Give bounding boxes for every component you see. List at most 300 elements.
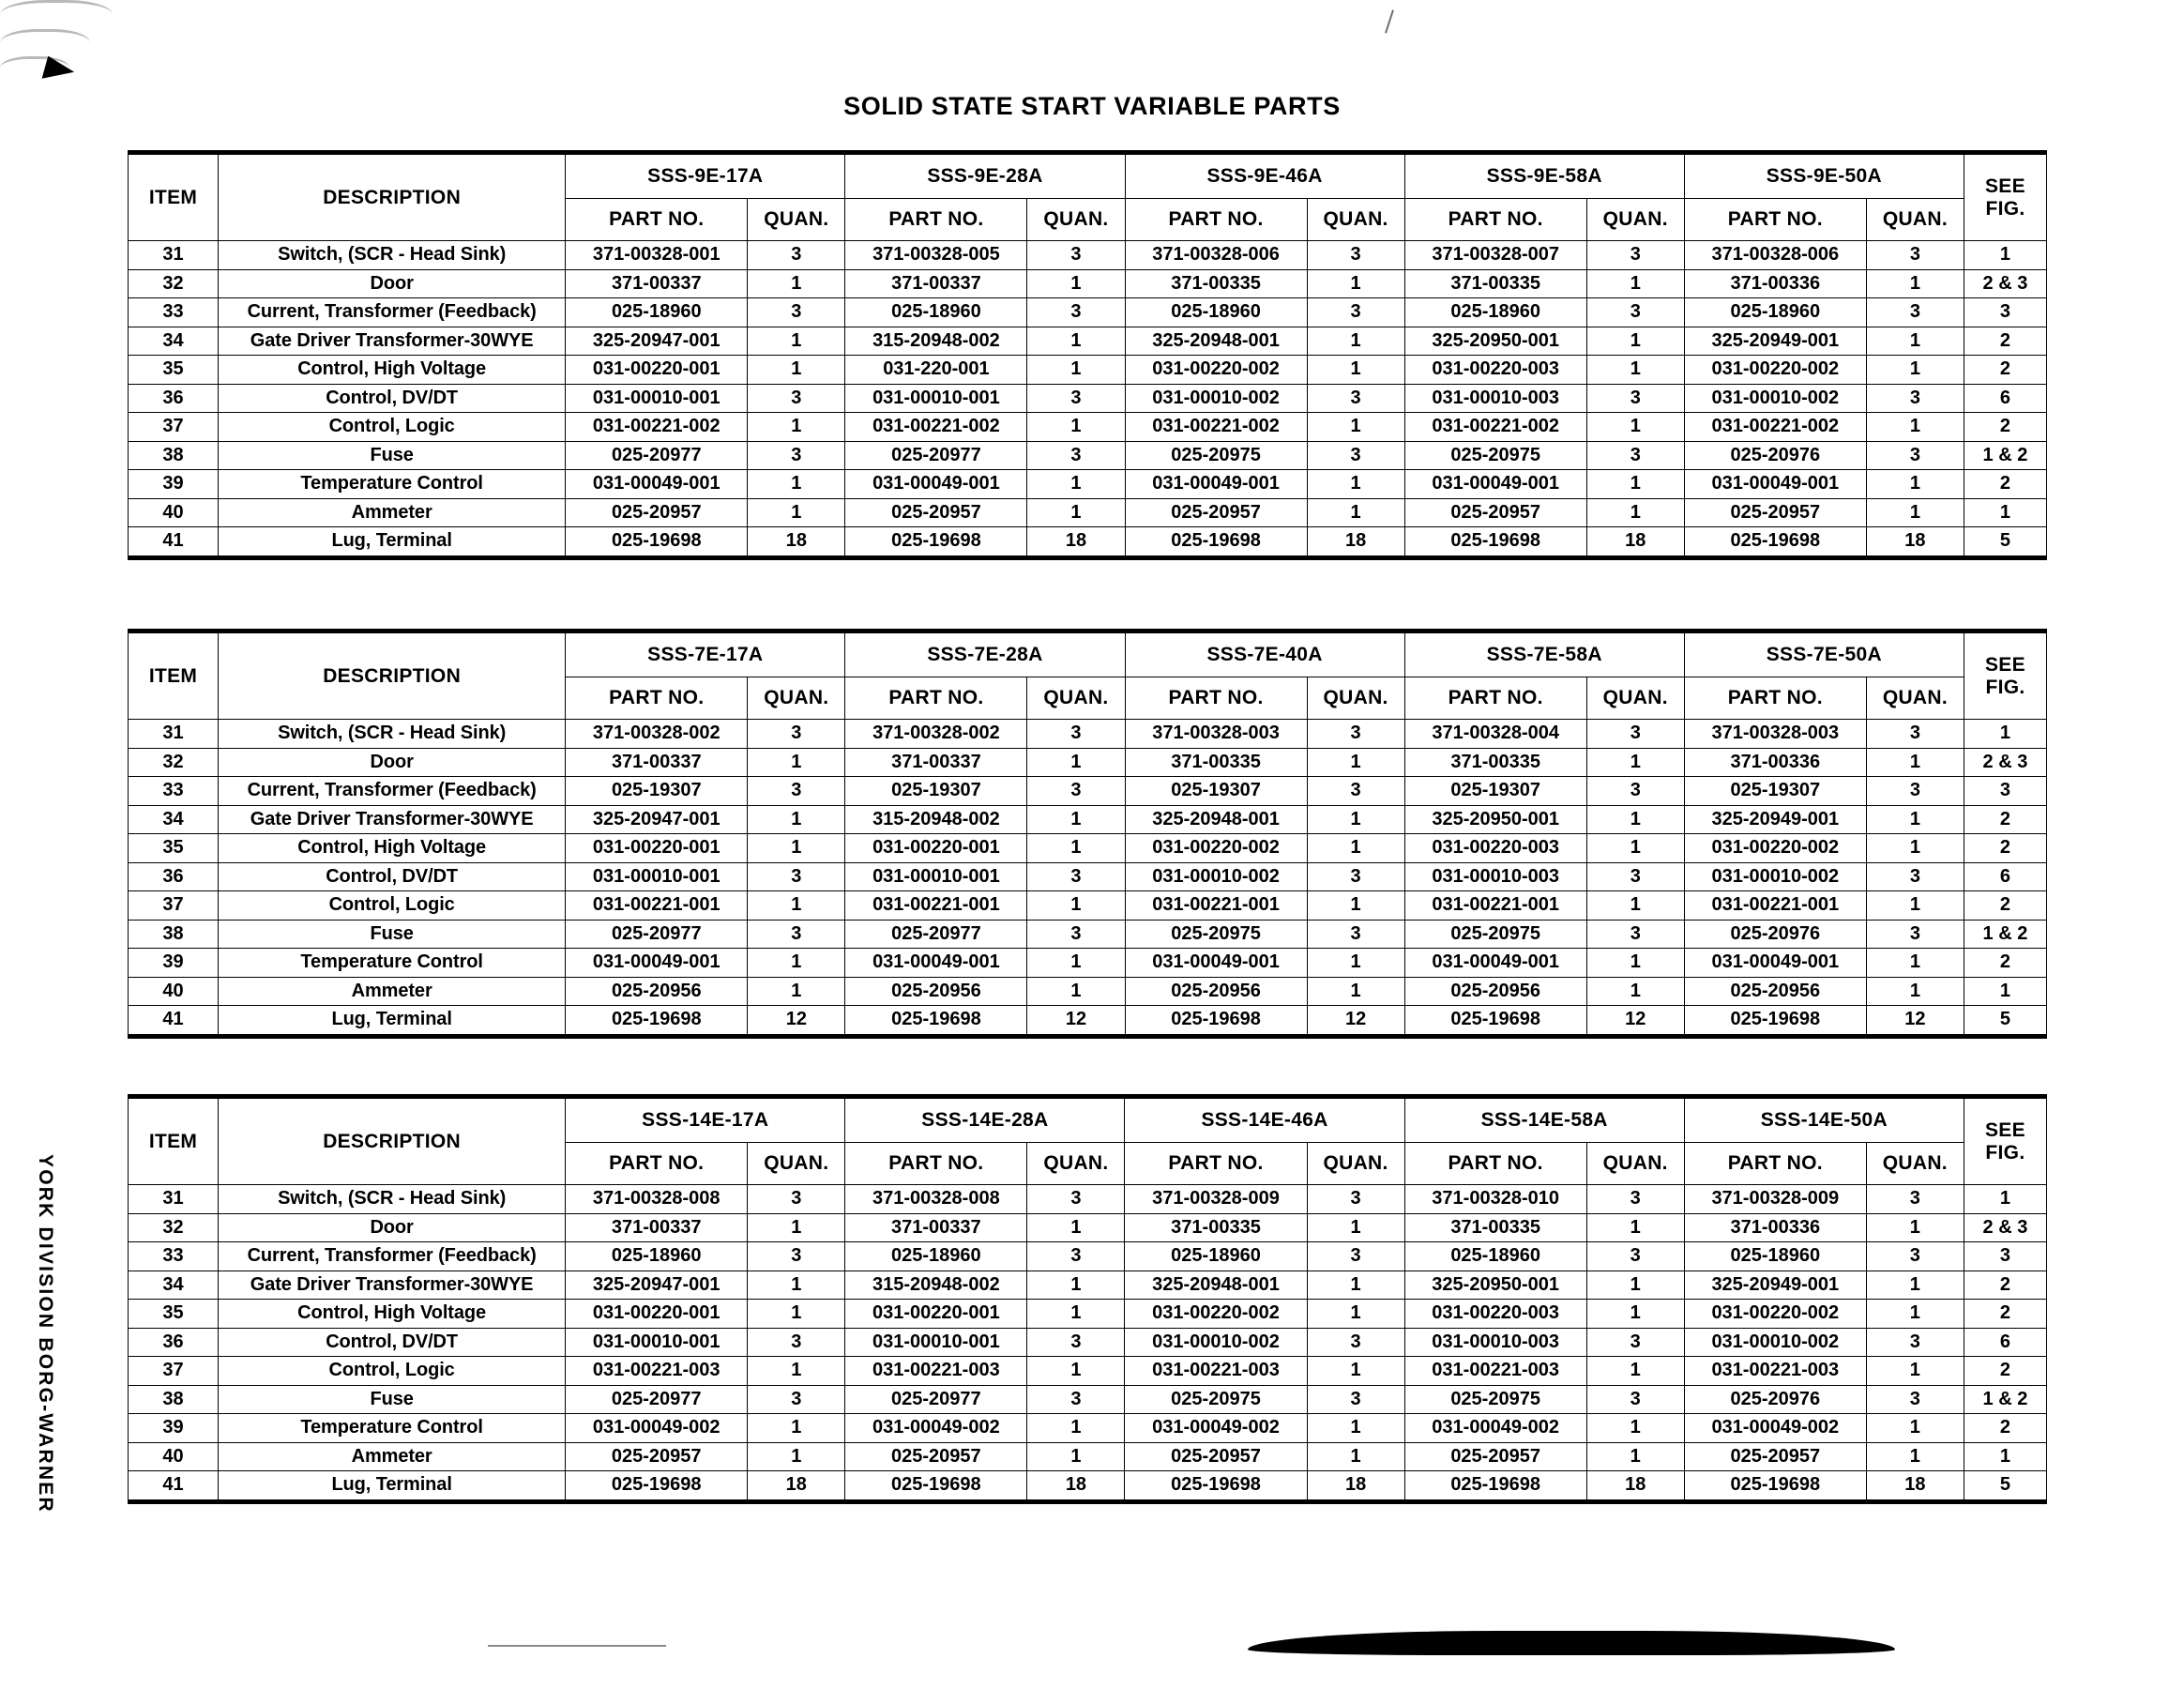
column-header-model: SSS-7E-40A <box>1125 631 1404 677</box>
cell-part-number: 025-19698 <box>1404 527 1586 558</box>
cell-see-fig: 6 <box>1964 862 2046 891</box>
cell-item-number: 33 <box>129 1242 219 1271</box>
cell-part-number: 025-19698 <box>1125 1471 1307 1502</box>
cell-part-number: 371-00328-009 <box>1684 1185 1866 1214</box>
cell-quantity: 1 <box>1586 977 1684 1006</box>
cell-item-number: 31 <box>129 720 219 749</box>
cell-quantity: 18 <box>1586 1471 1684 1502</box>
cell-part-number: 025-20977 <box>566 920 748 949</box>
cell-description: Control, DV/DT <box>219 862 566 891</box>
cell-part-number: 031-00220-002 <box>1684 834 1866 863</box>
cell-item-number: 32 <box>129 269 219 298</box>
cell-quantity: 1 <box>1307 327 1404 356</box>
cell-part-number: 025-20957 <box>1404 1442 1586 1471</box>
cell-quantity: 18 <box>1027 1471 1125 1502</box>
cell-quantity: 1 <box>1866 356 1964 385</box>
column-header-quan: QUAN. <box>1866 199 1964 241</box>
cell-part-number: 025-20957 <box>1684 498 1866 527</box>
cell-part-number: 025-18960 <box>1125 1242 1307 1271</box>
cell-item-number: 32 <box>129 1213 219 1242</box>
cell-quantity: 1 <box>1586 805 1684 834</box>
table-row <box>129 1471 2047 1502</box>
cell-item-number: 33 <box>129 777 219 806</box>
column-header-part-no: PART NO. <box>566 677 748 720</box>
cell-quantity: 1 <box>1027 327 1125 356</box>
cell-quantity: 3 <box>1586 720 1684 749</box>
cell-part-number: 025-18960 <box>1684 298 1866 327</box>
cell-quantity: 1 <box>1586 1414 1684 1443</box>
cell-quantity: 3 <box>1307 1185 1404 1214</box>
cell-quantity: 1 <box>1866 470 1964 499</box>
column-header-model: SSS-14E-17A <box>566 1097 845 1143</box>
cell-part-number: 371-00337 <box>566 269 748 298</box>
table-row <box>129 748 2047 777</box>
cell-description: Ammeter <box>219 977 566 1006</box>
cell-part-number: 031-220-001 <box>845 356 1027 385</box>
cell-part-number: 371-00328-004 <box>1404 720 1586 749</box>
cell-part-number: 371-00328-002 <box>845 720 1027 749</box>
cell-quantity: 1 <box>1866 1213 1964 1242</box>
column-header-model: SSS-9E-46A <box>1125 153 1404 199</box>
corner-arrow-icon: ▶ <box>41 50 78 86</box>
column-header-part-no: PART NO. <box>845 677 1027 720</box>
cell-item-number: 40 <box>129 977 219 1006</box>
cell-part-number: 031-00010-002 <box>1125 862 1307 891</box>
cell-part-number: 025-19307 <box>566 777 748 806</box>
cell-part-number: 325-20950-001 <box>1404 327 1586 356</box>
cell-quantity: 1 <box>748 1271 845 1300</box>
cell-part-number: 371-00335 <box>1125 1213 1307 1242</box>
cell-part-number: 025-20956 <box>566 977 748 1006</box>
cell-see-fig: 2 <box>1964 1357 2046 1386</box>
cell-part-number: 031-00220-001 <box>845 1300 1027 1329</box>
cell-part-number: 025-19698 <box>845 1471 1027 1502</box>
cell-part-number: 031-00049-002 <box>1684 1414 1866 1443</box>
cell-part-number: 031-00221-001 <box>1404 891 1586 921</box>
cell-part-number: 031-00220-002 <box>1684 356 1866 385</box>
cell-quantity: 1 <box>1586 356 1684 385</box>
table-row <box>129 241 2047 270</box>
cell-part-number: 031-00049-002 <box>1125 1414 1307 1443</box>
cell-part-number: 371-00328-008 <box>845 1185 1027 1214</box>
cell-quantity: 3 <box>748 241 845 270</box>
cell-quantity: 1 <box>1027 1300 1125 1329</box>
cell-part-number: 031-00220-001 <box>566 1300 748 1329</box>
cell-quantity: 3 <box>1586 920 1684 949</box>
cell-quantity: 3 <box>1307 862 1404 891</box>
cell-description: Temperature Control <box>219 1414 566 1443</box>
cell-quantity: 1 <box>1307 748 1404 777</box>
cell-part-number: 031-00010-003 <box>1404 862 1586 891</box>
column-header-part-no: PART NO. <box>1125 199 1307 241</box>
table-row <box>129 470 2047 499</box>
cell-part-number: 031-00221-002 <box>566 413 748 442</box>
cell-part-number: 325-20949-001 <box>1684 1271 1866 1300</box>
table-row <box>129 327 2047 356</box>
cell-see-fig: 5 <box>1964 527 2046 558</box>
cell-part-number: 025-20975 <box>1404 920 1586 949</box>
table-row <box>129 441 2047 470</box>
cell-item-number: 41 <box>129 1006 219 1037</box>
cell-quantity: 1 <box>748 1414 845 1443</box>
cell-see-fig: 1 & 2 <box>1964 441 2046 470</box>
cell-part-number: 031-00049-002 <box>566 1414 748 1443</box>
cell-quantity: 1 <box>1586 1357 1684 1386</box>
cell-part-number: 025-20957 <box>566 498 748 527</box>
cell-quantity: 18 <box>1307 527 1404 558</box>
cell-part-number: 325-20948-001 <box>1125 1271 1307 1300</box>
cell-part-number: 031-00010-002 <box>1684 1328 1866 1357</box>
cell-part-number: 031-00010-001 <box>566 384 748 413</box>
cell-quantity: 1 <box>1027 834 1125 863</box>
cell-part-number: 025-20957 <box>1125 498 1307 527</box>
cell-item-number: 38 <box>129 441 219 470</box>
cell-item-number: 36 <box>129 862 219 891</box>
column-header-model: SSS-14E-28A <box>845 1097 1125 1143</box>
cell-quantity: 1 <box>1586 327 1684 356</box>
cell-item-number: 34 <box>129 327 219 356</box>
cell-quantity: 1 <box>1586 949 1684 978</box>
cell-description: Control, Logic <box>219 1357 566 1386</box>
page-title: SOLID STATE START VARIABLE PARTS <box>843 92 1341 120</box>
cell-part-number: 371-00328-005 <box>845 241 1027 270</box>
cell-quantity: 3 <box>1307 1385 1404 1414</box>
cell-quantity: 3 <box>1027 1242 1125 1271</box>
cell-description: Lug, Terminal <box>219 1471 566 1502</box>
cell-quantity: 3 <box>1307 720 1404 749</box>
cell-part-number: 371-00328-008 <box>566 1185 748 1214</box>
table-row <box>129 1328 2047 1357</box>
cell-part-number: 031-00221-001 <box>566 891 748 921</box>
cell-part-number: 025-19698 <box>1125 1006 1307 1037</box>
cell-part-number: 025-19698 <box>1404 1006 1586 1037</box>
cell-description: Control, DV/DT <box>219 384 566 413</box>
cell-description: Fuse <box>219 1385 566 1414</box>
cell-description: Temperature Control <box>219 949 566 978</box>
column-header-model: SSS-9E-28A <box>845 153 1125 199</box>
cell-part-number: 025-20975 <box>1404 441 1586 470</box>
cell-see-fig: 2 <box>1964 805 2046 834</box>
cell-part-number: 025-19307 <box>845 777 1027 806</box>
cell-quantity: 3 <box>748 441 845 470</box>
cell-quantity: 1 <box>748 269 845 298</box>
table-row <box>129 1300 2047 1329</box>
cell-quantity: 3 <box>748 1385 845 1414</box>
column-header-part-no: PART NO. <box>1684 199 1866 241</box>
cell-part-number: 031-00049-001 <box>1125 949 1307 978</box>
table-row <box>129 1242 2047 1271</box>
cell-item-number: 38 <box>129 920 219 949</box>
cell-part-number: 031-00010-001 <box>845 1328 1027 1357</box>
cell-part-number: 031-00010-001 <box>845 862 1027 891</box>
cell-quantity: 1 <box>1866 269 1964 298</box>
cell-part-number: 031-00049-001 <box>845 470 1027 499</box>
cell-quantity: 1 <box>748 949 845 978</box>
cell-quantity: 3 <box>1027 1328 1125 1357</box>
cell-quantity: 1 <box>1027 356 1125 385</box>
cell-part-number: 371-00337 <box>845 748 1027 777</box>
cell-part-number: 025-20975 <box>1125 920 1307 949</box>
cell-quantity: 1 <box>1586 498 1684 527</box>
cell-item-number: 31 <box>129 1185 219 1214</box>
cell-description: Fuse <box>219 920 566 949</box>
cell-description: Control, DV/DT <box>219 1328 566 1357</box>
cell-description: Control, High Voltage <box>219 356 566 385</box>
cell-part-number: 025-20957 <box>1404 498 1586 527</box>
table-row <box>129 1006 2047 1037</box>
cell-description: Switch, (SCR - Head Sink) <box>219 1185 566 1214</box>
table-row <box>129 298 2047 327</box>
parts-table <box>128 629 2047 1039</box>
cell-quantity: 3 <box>748 777 845 806</box>
cell-part-number: 031-00010-002 <box>1125 1328 1307 1357</box>
cell-part-number: 031-00220-002 <box>1125 834 1307 863</box>
cell-quantity: 1 <box>1866 949 1964 978</box>
cell-part-number: 031-00010-002 <box>1125 384 1307 413</box>
column-header-see-fig: SEE FIG. <box>1964 1097 2046 1185</box>
cell-item-number: 41 <box>129 527 219 558</box>
cell-part-number: 025-20975 <box>1404 1385 1586 1414</box>
cell-quantity: 1 <box>1866 748 1964 777</box>
cell-see-fig: 2 & 3 <box>1964 1213 2046 1242</box>
cell-part-number: 031-00220-001 <box>845 834 1027 863</box>
table-header-models <box>129 1097 2047 1143</box>
cell-see-fig: 1 & 2 <box>1964 1385 2046 1414</box>
cell-quantity: 3 <box>1027 720 1125 749</box>
cell-quantity: 1 <box>1307 356 1404 385</box>
column-header-quan: QUAN. <box>748 677 845 720</box>
cell-quantity: 1 <box>1307 413 1404 442</box>
cell-quantity: 1 <box>1307 1213 1404 1242</box>
cell-see-fig: 2 <box>1964 834 2046 863</box>
cell-part-number: 325-20949-001 <box>1684 805 1866 834</box>
column-header-item: ITEM <box>129 631 219 720</box>
cell-part-number: 031-00220-001 <box>566 356 748 385</box>
cell-part-number: 025-19698 <box>845 1006 1027 1037</box>
column-header-part-no: PART NO. <box>1125 677 1307 720</box>
cell-description: Lug, Terminal <box>219 527 566 558</box>
column-header-part-no: PART NO. <box>1684 1143 1866 1185</box>
cell-part-number: 371-00328-001 <box>566 241 748 270</box>
cell-quantity: 1 <box>1307 834 1404 863</box>
cell-see-fig: 1 <box>1964 1185 2046 1214</box>
cell-see-fig: 6 <box>1964 1328 2046 1357</box>
cell-part-number: 031-00220-002 <box>1125 1300 1307 1329</box>
cell-description: Control, Logic <box>219 891 566 921</box>
cell-part-number: 031-00010-003 <box>1404 384 1586 413</box>
cell-part-number: 031-00010-001 <box>845 384 1027 413</box>
cell-quantity: 1 <box>1586 1442 1684 1471</box>
cell-quantity: 3 <box>1866 920 1964 949</box>
cell-see-fig: 2 & 3 <box>1964 748 2046 777</box>
table-row <box>129 805 2047 834</box>
cell-quantity: 1 <box>748 891 845 921</box>
cell-quantity: 1 <box>1027 413 1125 442</box>
cell-part-number: 371-00328-007 <box>1404 241 1586 270</box>
cell-quantity: 3 <box>1586 777 1684 806</box>
cell-quantity: 18 <box>1307 1471 1404 1502</box>
cell-part-number: 325-20947-001 <box>566 805 748 834</box>
cell-part-number: 025-18960 <box>845 298 1027 327</box>
cell-part-number: 031-00221-002 <box>845 413 1027 442</box>
cell-see-fig: 5 <box>1964 1471 2046 1502</box>
cell-part-number: 031-00221-001 <box>1125 891 1307 921</box>
cell-quantity: 3 <box>1307 777 1404 806</box>
cell-part-number: 031-00049-002 <box>1404 1414 1586 1443</box>
cell-description: Control, Logic <box>219 413 566 442</box>
cell-item-number: 35 <box>129 1300 219 1329</box>
cell-see-fig: 3 <box>1964 777 2046 806</box>
cell-see-fig: 5 <box>1964 1006 2046 1037</box>
cell-item-number: 39 <box>129 949 219 978</box>
cell-quantity: 3 <box>1307 920 1404 949</box>
cell-part-number: 031-00049-001 <box>1684 470 1866 499</box>
column-header-part-no: PART NO. <box>1404 677 1586 720</box>
cell-quantity: 1 <box>1866 1300 1964 1329</box>
parts-table-7e <box>128 629 2047 1039</box>
cell-item-number: 35 <box>129 356 219 385</box>
cell-part-number: 031-00221-003 <box>845 1357 1027 1386</box>
cell-see-fig: 2 <box>1964 1271 2046 1300</box>
cell-item-number: 40 <box>129 498 219 527</box>
cell-part-number: 031-00221-001 <box>1684 891 1866 921</box>
cell-part-number: 025-19307 <box>1404 777 1586 806</box>
cell-part-number: 025-20977 <box>845 920 1027 949</box>
cell-part-number: 371-00328-006 <box>1125 241 1307 270</box>
cell-quantity: 1 <box>1027 1271 1125 1300</box>
cell-quantity: 3 <box>1866 298 1964 327</box>
table-row <box>129 498 2047 527</box>
cell-quantity: 1 <box>1866 327 1964 356</box>
parts-table <box>128 150 2047 560</box>
column-header-model: SSS-14E-46A <box>1125 1097 1404 1143</box>
column-header-quan: QUAN. <box>1027 199 1125 241</box>
cell-quantity: 1 <box>748 470 845 499</box>
cell-quantity: 3 <box>1027 441 1125 470</box>
cell-quantity: 3 <box>1027 298 1125 327</box>
cell-quantity: 3 <box>1586 384 1684 413</box>
table-row <box>129 720 2047 749</box>
table-row <box>129 1385 2047 1414</box>
cell-part-number: 031-00049-001 <box>1125 470 1307 499</box>
cell-item-number: 37 <box>129 891 219 921</box>
cell-quantity: 3 <box>1307 1242 1404 1271</box>
column-header-quan: QUAN. <box>1307 1143 1404 1185</box>
cell-part-number: 025-19698 <box>566 527 748 558</box>
column-header-description: DESCRIPTION <box>219 1097 566 1185</box>
cell-quantity: 3 <box>748 298 845 327</box>
scan-artifact-tick <box>1385 9 1394 33</box>
cell-part-number: 025-20977 <box>566 441 748 470</box>
cell-quantity: 3 <box>1027 1185 1125 1214</box>
column-header-quan: QUAN. <box>1866 1143 1964 1185</box>
cell-part-number: 025-20957 <box>1684 1442 1866 1471</box>
cell-part-number: 371-00328-006 <box>1684 241 1866 270</box>
cell-see-fig: 2 <box>1964 1300 2046 1329</box>
cell-quantity: 3 <box>1586 1185 1684 1214</box>
cell-quantity: 1 <box>1307 977 1404 1006</box>
cell-quantity: 1 <box>1307 949 1404 978</box>
cell-item-number: 36 <box>129 1328 219 1357</box>
cell-quantity: 1 <box>1027 891 1125 921</box>
cell-see-fig: 2 <box>1964 949 2046 978</box>
cell-quantity: 3 <box>1866 1328 1964 1357</box>
table-row <box>129 269 2047 298</box>
cell-description: Lug, Terminal <box>219 1006 566 1037</box>
cell-quantity: 3 <box>1027 384 1125 413</box>
cell-item-number: 38 <box>129 1385 219 1414</box>
column-header-quan: QUAN. <box>1307 677 1404 720</box>
cell-part-number: 025-19698 <box>1684 1471 1866 1502</box>
cell-part-number: 031-00221-002 <box>1125 413 1307 442</box>
cell-part-number: 031-00220-003 <box>1404 356 1586 385</box>
column-header-model: SSS-9E-50A <box>1684 153 1964 199</box>
cell-quantity: 12 <box>1307 1006 1404 1037</box>
column-header-quan: QUAN. <box>1027 1143 1125 1185</box>
cell-quantity: 1 <box>1307 1414 1404 1443</box>
cell-quantity: 3 <box>1866 720 1964 749</box>
cell-part-number: 031-00221-002 <box>1684 413 1866 442</box>
cell-part-number: 031-00049-001 <box>845 949 1027 978</box>
cell-quantity: 1 <box>1307 1300 1404 1329</box>
cell-part-number: 371-00337 <box>566 1213 748 1242</box>
cell-quantity: 1 <box>1027 977 1125 1006</box>
cell-see-fig: 2 <box>1964 470 2046 499</box>
cell-quantity: 3 <box>1586 241 1684 270</box>
table-row <box>129 862 2047 891</box>
table-header-models <box>129 153 2047 199</box>
cell-quantity: 3 <box>748 1242 845 1271</box>
cell-quantity: 3 <box>1307 441 1404 470</box>
cell-quantity: 3 <box>1027 862 1125 891</box>
cell-description: Ammeter <box>219 1442 566 1471</box>
cell-quantity: 1 <box>1866 1442 1964 1471</box>
cell-quantity: 3 <box>748 1185 845 1214</box>
cell-quantity: 18 <box>1866 1471 1964 1502</box>
cell-part-number: 325-20948-001 <box>1125 327 1307 356</box>
column-header-model: SSS-7E-17A <box>566 631 845 677</box>
cell-part-number: 371-00335 <box>1404 1213 1586 1242</box>
cell-quantity: 3 <box>1866 241 1964 270</box>
column-header-quan: QUAN. <box>1586 199 1684 241</box>
cell-quantity: 1 <box>748 1357 845 1386</box>
column-header-part-no: PART NO. <box>1125 1143 1307 1185</box>
cell-quantity: 1 <box>1866 805 1964 834</box>
cell-quantity: 1 <box>1307 1442 1404 1471</box>
cell-quantity: 3 <box>1586 1385 1684 1414</box>
cell-quantity: 1 <box>1586 269 1684 298</box>
cell-quantity: 18 <box>1866 527 1964 558</box>
cell-part-number: 025-20956 <box>845 977 1027 1006</box>
table-row <box>129 1442 2047 1471</box>
column-header-quan: QUAN. <box>1586 1143 1684 1185</box>
cell-see-fig: 6 <box>1964 384 2046 413</box>
cell-quantity: 3 <box>1866 384 1964 413</box>
parts-table-14e <box>128 1094 2047 1504</box>
column-header-quan: QUAN. <box>1027 677 1125 720</box>
cell-quantity: 1 <box>1866 498 1964 527</box>
cell-quantity: 3 <box>748 384 845 413</box>
cell-see-fig: 2 & 3 <box>1964 269 2046 298</box>
cell-part-number: 025-19698 <box>1684 1006 1866 1037</box>
cell-quantity: 1 <box>1866 834 1964 863</box>
cell-item-number: 31 <box>129 241 219 270</box>
cell-quantity: 1 <box>1027 470 1125 499</box>
cell-part-number: 025-19307 <box>1125 777 1307 806</box>
cell-quantity: 3 <box>1027 1385 1125 1414</box>
cell-part-number: 031-00220-003 <box>1404 834 1586 863</box>
cell-see-fig: 2 <box>1964 413 2046 442</box>
